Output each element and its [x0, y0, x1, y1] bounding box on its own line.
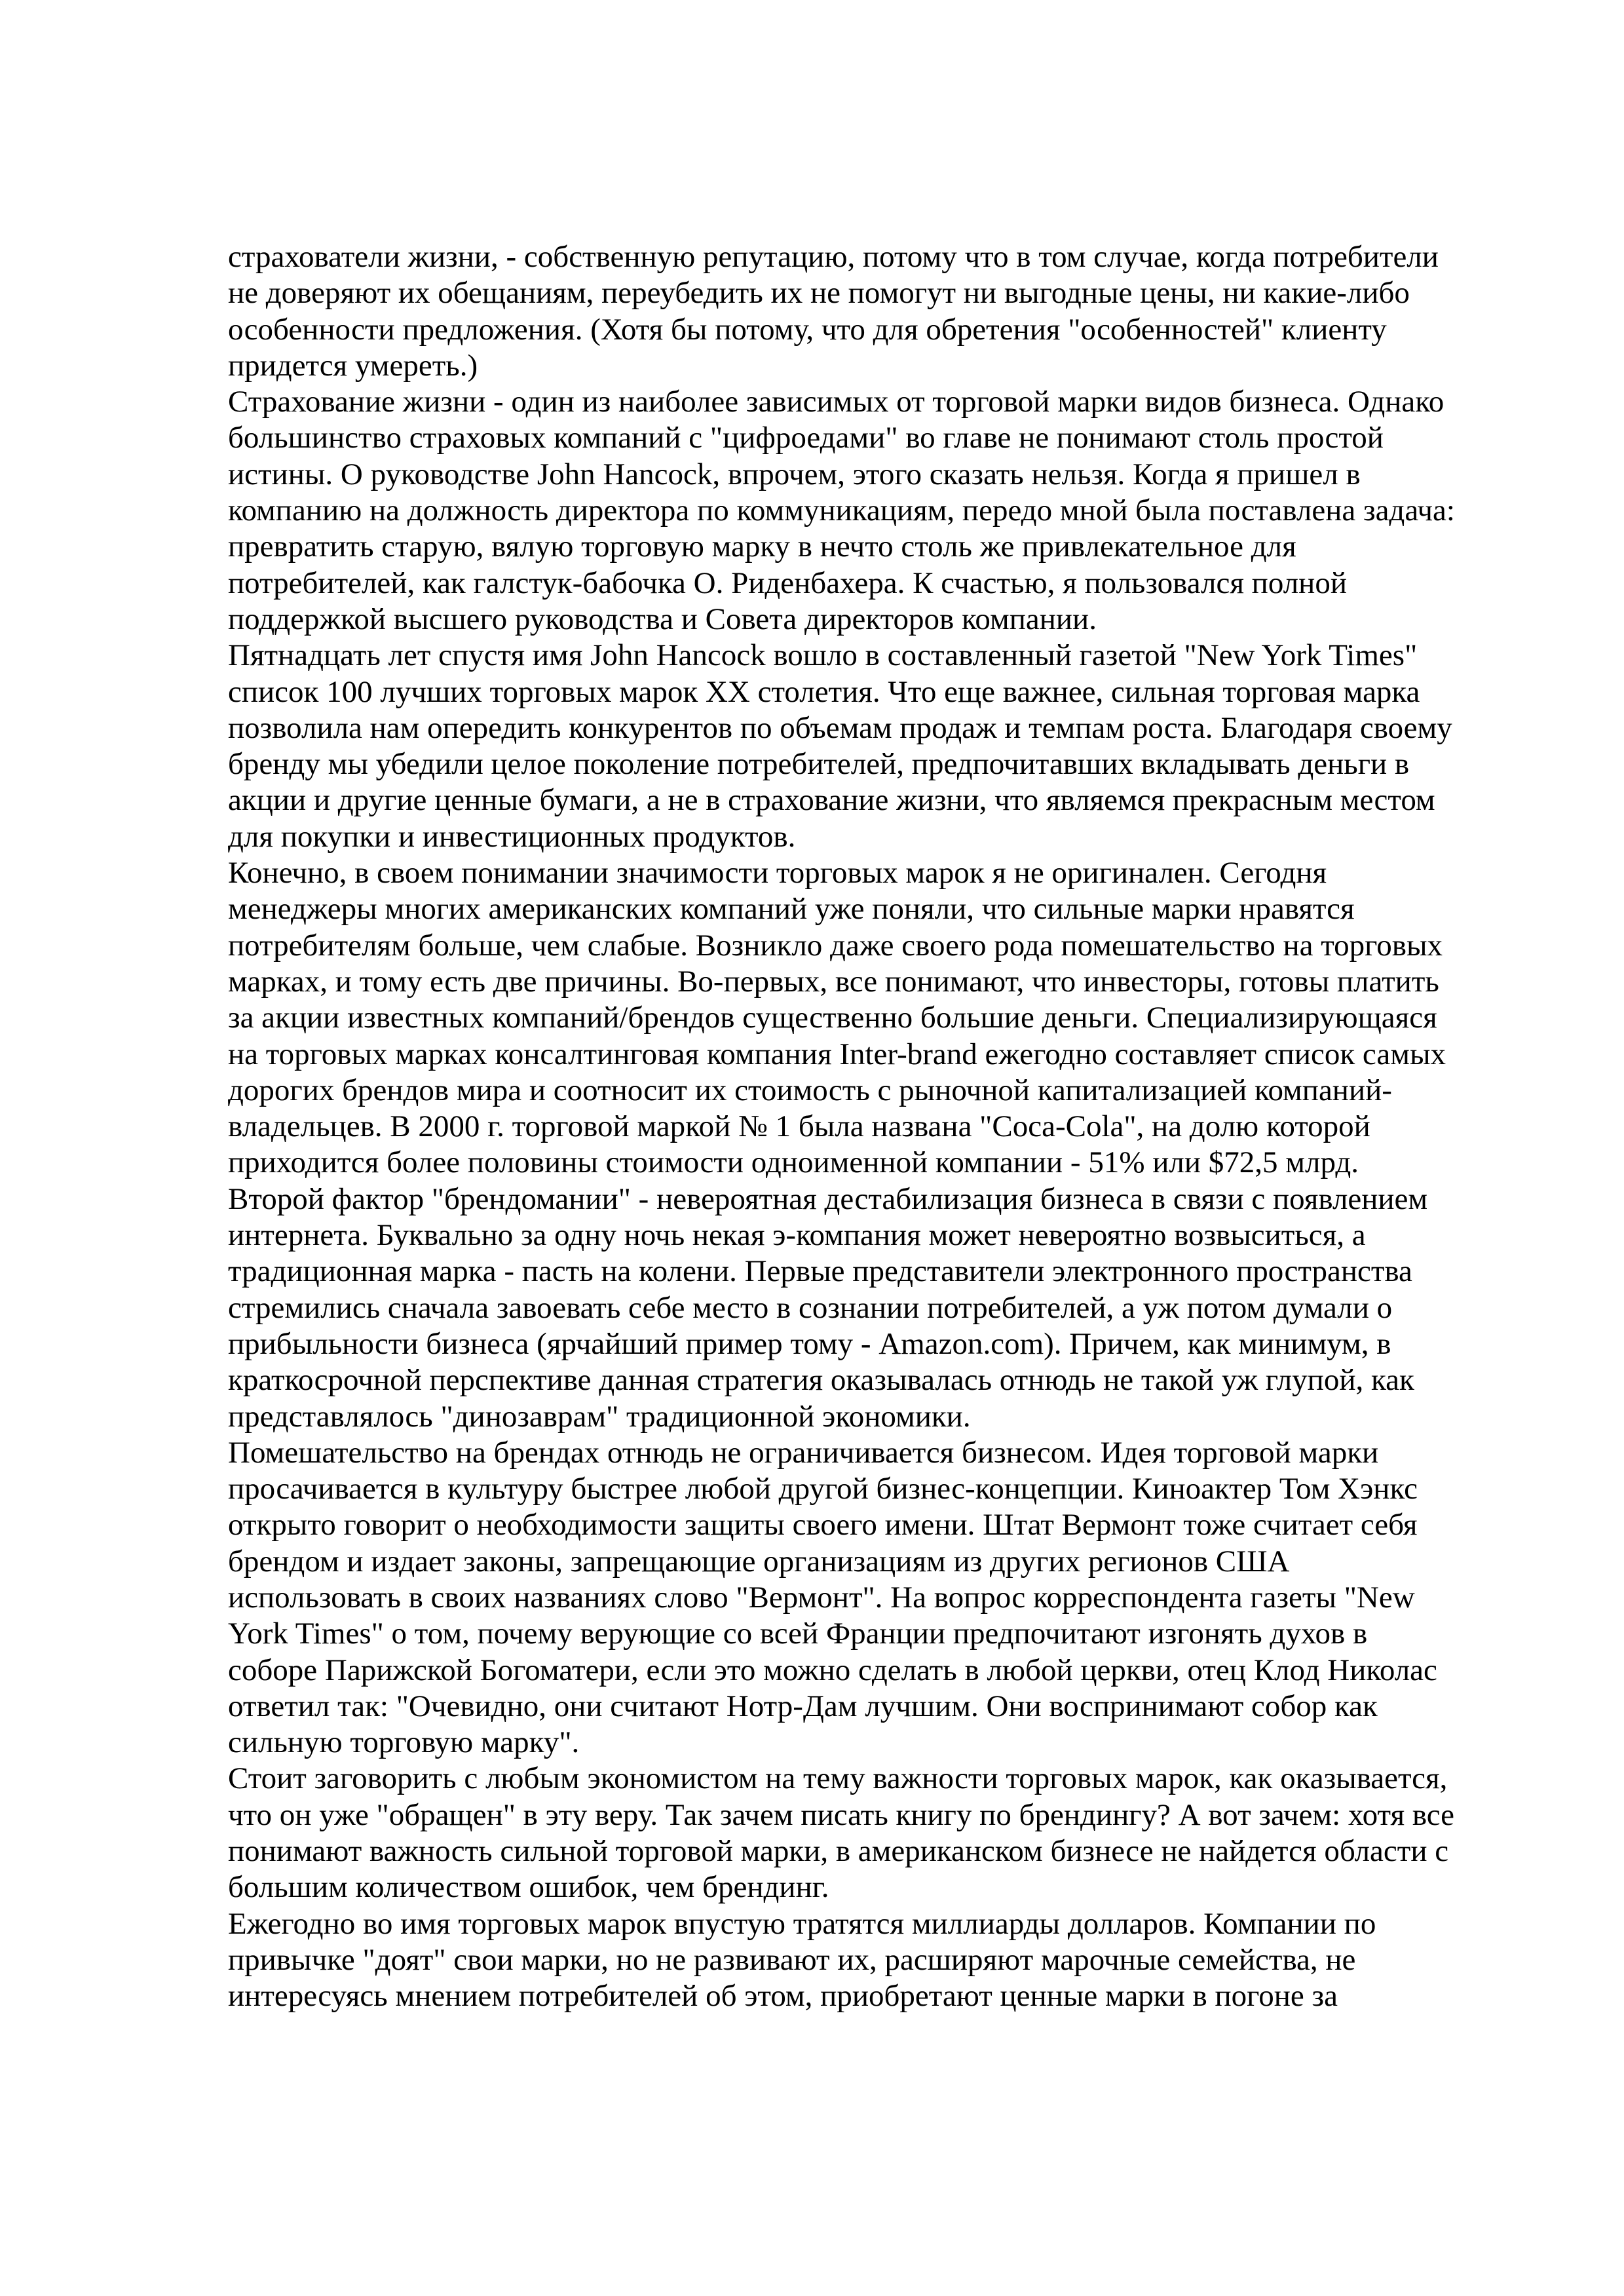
text-line: истины. О руководстве John Hancock, впрочем, этого сказать нельзя. Когда я пришел в [228, 457, 1361, 491]
text-line: сильную торговую марку". [228, 1725, 580, 1760]
text-line: прибыльности бизнеса (ярчайший пример тому - Amazon.com). Причем, как минимум, в [228, 1326, 1391, 1361]
text-line: ответил так: "Очевидно, они считают Нотр-Дам лучшим. Они воспринимают собор как [228, 1689, 1378, 1723]
text-line: традиционная марка - пасть на колени. Первые представители электронного пространства [228, 1254, 1412, 1289]
body-text [228, 239, 1522, 2015]
text-line: страхователи жизни, - собственную репутацию, потому что в том случае, когда потребители [228, 240, 1439, 274]
text-line: бренду мы убедили целое поколение потребителей, предпочитавших вкладывать деньги в [228, 747, 1410, 782]
text-line: владельцев. В 2000 г. торговой маркой № 1 была названа "Coca-Cola", на долю которой [228, 1109, 1370, 1144]
text-line: потребителям больше, чем слабые. Возникло даже своего рода помешательство на торговых [228, 928, 1443, 963]
text-line: большим количеством ошибок, чем брендинг. [228, 1870, 829, 1905]
text-line: марках, и тому есть две причины. Во-первых, все понимают, что инвесторы, готовы платить [228, 964, 1439, 999]
text-line: открыто говорит о необходимости защиты своего имени. Штат Вермонт тоже считает себя [228, 1508, 1418, 1542]
text-line: просачивается в культуру быстрее любой другой бизнес-концепции. Киноактер Том Хэнкс [228, 1472, 1418, 1506]
text-line: что он уже "обращен" в эту веру. Так зачем писать книгу по брендингу? А вот зачем: хотя все [228, 1797, 1455, 1832]
text-line: список 100 лучших торговых марок XX столетия. Что еще важнее, сильная торговая марка [228, 674, 1420, 709]
text-line: брендом и издает законы, запрещающие организациям из других регионов США [228, 1544, 1290, 1578]
text-line: привычке "доят" свои марки, но не развивают их, расширяют марочные семейства, не [228, 1942, 1356, 1977]
text-line: компанию на должность директора по коммуникациям, передо мной была поставлена задача: [228, 493, 1455, 528]
text-line: акции и другие ценные бумаги, а не в страхование жизни, что являемся прекрасным местом [228, 783, 1435, 818]
text-line: на торговых марках консалтинговая компания Inter-brand ежегодно составляет список самых [228, 1037, 1446, 1071]
text-line: понимают важность сильной торговой марки, в американском бизнесе не найдется области с [228, 1834, 1449, 1869]
text-line: Ежегодно во имя торговых марок впустую тратятся миллиарды долларов. Компании по [228, 1906, 1376, 1941]
text-line: Второй фактор "брендомании" - невероятная дестабилизация бизнеса в связи с появлением [228, 1181, 1428, 1216]
text-line: для покупки и инвестиционных продуктов. [228, 819, 796, 854]
text-line: использовать в своих названиях слово "Вермонт". На вопрос корреспондента газеты "New [228, 1580, 1415, 1615]
text-line: менеджеры многих американских компаний уже поняли, что сильные марки нравятся [228, 892, 1355, 927]
text-line: приходится более половины стоимости одноименной компании - 51% или $72,5 млрд. [228, 1145, 1359, 1180]
text-line: интернета. Буквально за одну ночь некая э-компания может невероятно возвыситься, а [228, 1218, 1366, 1253]
text-line: краткосрочной перспективе данная стратегия оказывалась отнюдь не такой уж глупой, как [228, 1363, 1414, 1398]
text-line: соборе Парижской Богоматери, если это можно сделать в любой церкви, отец Клод Николас [228, 1653, 1437, 1687]
text-line: за акции известных компаний/брендов существенно большие деньги. Специализирующаяся [228, 1001, 1437, 1035]
text-line: интересуясь мнением потребителей об этом, приобретают ценные марки в погоне за [228, 1979, 1338, 2014]
text-line: York Times" о том, почему верующие со всей Франции предпочитают изгонять духов в [228, 1617, 1368, 1651]
text-line: потребителей, как галстук-бабочка О. Риденбахера. К счастью, я пользовался полной [228, 565, 1347, 600]
text-line: позволила нам опередить конкурентов по объемам продаж и темпам роста. Благодаря своему [228, 710, 1452, 745]
text-line: представлялось "динозаврам" традиционной экономики. [228, 1399, 971, 1434]
text-line: особенности предложения. (Хотя бы потому, что для обретения "особенностей" клиенту [228, 312, 1387, 347]
text-line: поддержкой высшего руководства и Совета директоров компании. [228, 602, 1097, 636]
text-line: Страхование жизни - один из наиболее зависимых от торговой марки видов бизнеса. Однако [228, 385, 1445, 419]
text-line: придется умереть.) [228, 348, 478, 383]
text-line: стремились сначала завоевать себе место в сознании потребителей, а уж потом думали о [228, 1290, 1393, 1325]
text-line: Конечно, в своем понимании значимости торговых марок я не оригинален. Сегодня [228, 856, 1327, 890]
text-line: дорогих брендов мира и соотносит их стоимость с рыночной капитализацией компаний- [228, 1073, 1392, 1107]
text-line: большинство страховых компаний с "цифроедами" во главе не понимают столь простой [228, 421, 1384, 455]
text-line: Помешательство на брендах отнюдь не ограничивается бизнесом. Идея торговой марки [228, 1435, 1379, 1470]
text-line: превратить старую, вялую торговую марку в нечто столь же привлекательное для [228, 529, 1296, 564]
text-line: не доверяют их обещаниям, переубедить их не помогут ни выгодные цены, ни какие-либо [228, 276, 1410, 311]
text-line: Пятнадцать лет спустя имя John Hancock вошло в составленный газетой "New York Times" [228, 638, 1418, 673]
text-line: Стоит заговорить с любым экономистом на тему важности торговых марок, как оказывается, [228, 1761, 1448, 1796]
